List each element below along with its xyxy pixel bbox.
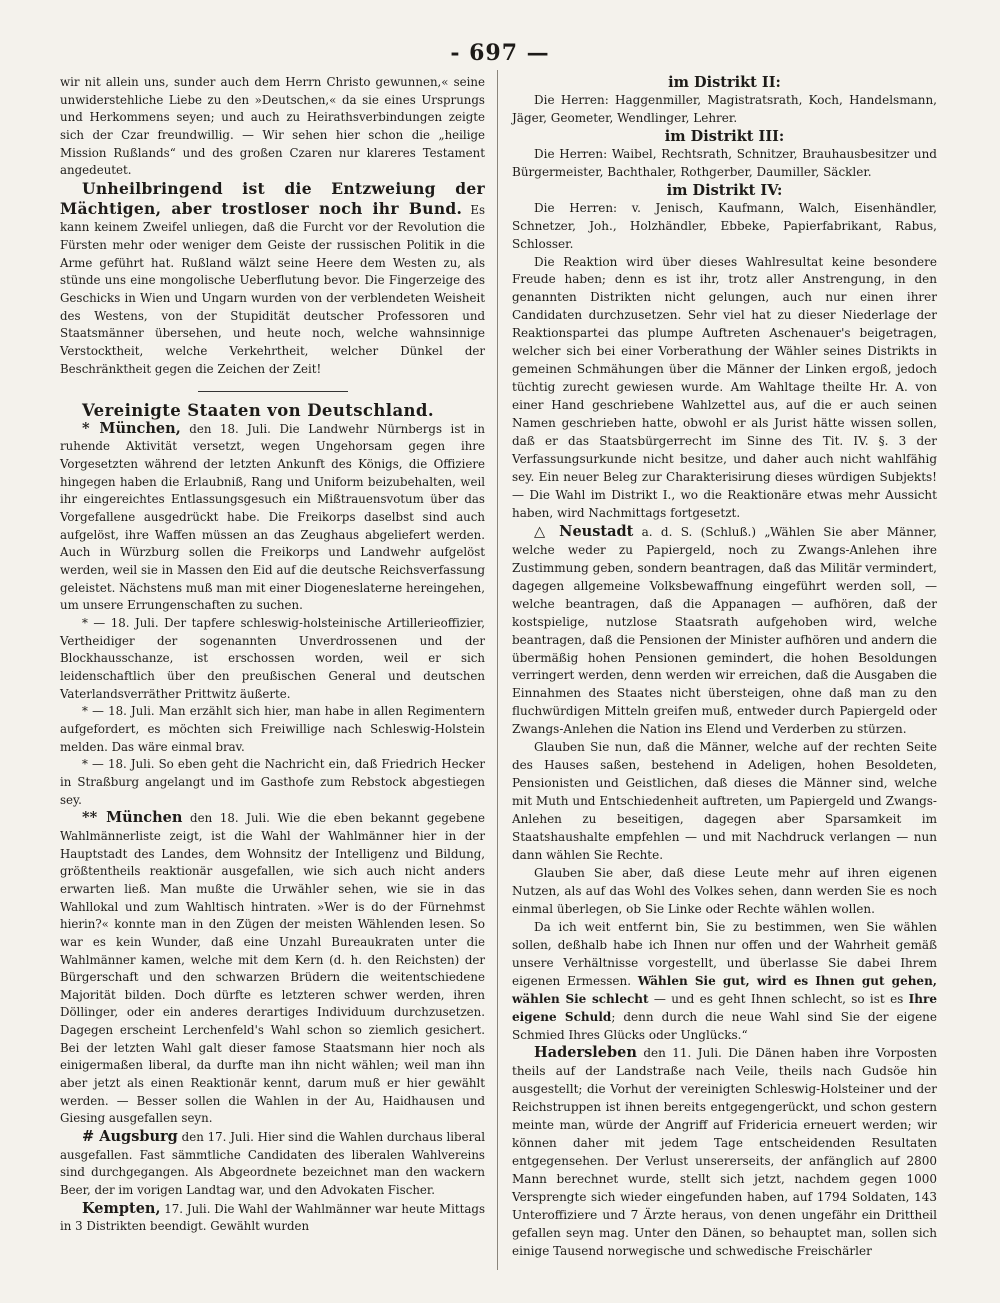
column-divider xyxy=(497,70,498,1270)
article-muenchen-4: * — 18. Juli. So eben geht die Nachricht ein, daß Friedrich Hecker in Straßburg angelangt und im Gasthofe zum Rebstock abgestiegen sey. xyxy=(60,757,485,807)
paragraph-lead: Unheilbringend ist die Entzweiung der Mächtigen, aber trostloser noch ihr Bund. xyxy=(60,178,485,218)
district-list: Die Herren: v. Jenisch, Kaufmann, Walch, Eisenhändler, Schnetzer, Joh., Holzhändler, Ebbeke, Papierfabrikant, Rabus, Schlosser. xyxy=(512,200,937,251)
dateline-place: △ Neustadt xyxy=(534,522,634,540)
section-rule xyxy=(198,391,348,392)
dateline-place: Kempten, xyxy=(82,1199,161,1217)
district-heading: im Distrikt IV: xyxy=(666,181,783,199)
emphasis: Ihre eigene Schuld xyxy=(512,991,937,1024)
paragraph-neustadt-3: Glauben Sie aber, daß diese Leute mehr auf ihren eigenen Nutzen, als auf das Wohl des Volkes sehen, dann werden Sie es noch einmal überlegen, ob Sie Linke oder Rechte wählen wollen. xyxy=(512,865,937,916)
dateline-place: ** München xyxy=(82,809,183,827)
article-muenchen-3: * — 18. Juli. Man erzählt sich hier, man habe in allen Regimentern aufgefordert, es möchten sich Freiwillige nach Schleswig-Holstein melden. Das wäre einmal brav. xyxy=(60,704,485,754)
district-heading: im Distrikt III: xyxy=(664,127,785,145)
dateline-place: Hadersleben xyxy=(534,1044,637,1062)
article-hadersleben: Hadersleben den 11. Juli. Die Dänen haben ihre Vorposten theils auf der Landstraße nach Veile, theils nach Gudsöe hin ausgestellt; die Vorhut der vereinigten Schleswig-Holsteiner und der Reichstruppen ist ihnen bereits entgegengerückt, und schon gestern meinte man, würde der Angriff auf Fridericia erneuert werden; wir können daher mit jedem Tage entscheidenden Resultaten entgegensehen. Der Verlust unsererseits, der anfänglich auf 2800 Mann berechnet wurde, stellt sich jetzt, nachdem gegen 1000 Versprengte sich wieder eingefunden haben, auf 1794 Soldaten, 143 Unteroffiziere und 7 Ärzte heraus, von denen ungefähr ein Drittheil gefallen seyn mag. Unter den Dänen, so behauptet man, sollen sich einige Tausend norwegische und schwedische Freischärler xyxy=(512,1044,937,1258)
paragraph-continued: wir nit allein uns, sunder auch dem Herrn Christo gewunnen,« seine unwiderstehliche Liebe zu den »Deutschen,« da sie eines Ursprungs und Herkommens seyen; und auch zu Heirathsverbindungen zeigte sich der Czar freundwillig. — Wir sehen hier schon die „heilige Mission Rußlands“ und des großen Czaren nur klareres Testament angedeutet. xyxy=(60,75,485,178)
article-muenchen-1: * München, den 18. Juli. Die Landwehr Nürnbergs ist in ruhende Aktivität versetzt, wegen Ungehorsam gegen ihre Vorgesetzten während der letzten Ankunft des Königs, die Offiziere hingegen haben die Erlaubniß, Rang und Uniform beizubehalten, weil ihr eingereichtes Entlassungsgesuch ein Mißtrauensvotum über das Vorgefallene ausgedrückt habe. Die Freikorps daselbst sind auch aufgelöst, ihre Waffen müssen an das Zeughaus abgeliefert werden. Auch in Würzburg sollen die Freikorps und Landwehr aufgelöst werden, weil sie in Massen den Eid auf die deutsche Reichsverfassung geleistet. Nächstens muß man mit einer Diogeneslaterne hereingehen, um unsere Errungenschaften zu suchen. xyxy=(60,419,486,613)
article-muenchen-2: * — 18. Juli. Der tapfere schleswig-holsteinische Artillerieoffizier, Vertheidiger der sogenannten Unverdrossenen und der Blockhausschanze, ist erschossen worden, weil er sich leidenschaftlich über den preußischen General und deutschen Vaterlandsverräther Prittwitz äußerte. xyxy=(60,616,485,701)
article-muenchen-5: ** München den 18. Juli. Wie die eben bekannt gegebene Wahlmännerliste zeigt, ist die Wahl der Wahlmänner hier in der Hauptstadt des Landes, dem Wohnsitz der Intelligenz und Bildung, größtentheils reaktionär ausgefallen, wie sich auch nicht anders erwarten ließ. Man mußte die Urwähler sehen, wie sie in das Wahllokal und zum Wahltisch hintraten. »Wer is do der Fürnehmst hierin?« konnte man in den Zügen der meisten Wählenden lesen. So war es kein Wunder, daß eine Unzahl Bureaukraten unter die Wahlmänner kamen, welche mit dem Kern (d. h. den Reichsten) der Bürgerschaft und den schwarzen Brüdern die weitentschiedene Majorität bilden. Doch dürfte es letzteren schwer werden, ihren Döllinger, oder ein anderes derartiges Individuum durchzusetzen. Dagegen erscheint Lerchenfeld's Wahl schon so ziemlich gesichert. Bei der letzten Wahl galt dieser famose Staatsmann hier noch als einigermaßen liberal, da durfte man ihn nicht wählen; weil man ihn aber jetzt als einen Reaktionär kennt, darum muß er hier gewählt werden. — Besser sollen die Wahlen in der Au, Haidhausen und Giesing ausgefallen seyn. xyxy=(60,809,486,1126)
paragraph-reaction: Die Reaktion wird über dieses Wahlresultat keine besondere Freude haben; denn es ist ihr, trotz aller Anstrengung, in den genannten Distrikten nicht gelungen, auch nur einen ihrer Candidaten durchzusetzen. Sehr viel hat zu dieser Niederlage der Reaktionspartei das plumpe Auftreten Aschenauer's beigetragen, welcher sich bei einer Vorberathung der Wähler seines Distrikts in gemeinen Schmähungen über die Männer der Linken ergoß, jedoch tüchtig zurecht gewiesen wurde. Am Wahltage theilte Hr. A. von einer Hand geschriebene Wahlzettel aus, auf die er auch seinen Namen geschrieben hatte, obwohl er als Jurist hätte wissen sollen, daß er das Staatsbürgerrecht im Sinne des Tit. IV. §. 3 der Verfassungsurkunde nicht besitze, und daher auch nicht wahlfähig sey. Ein neuer Beleg zur Charakterisirung dieses würdigen Subjekts! — Die Wahl im Distrikt I., wo die Reaktionäre etwas mehr Aussicht haben, wird Nachmittags fortgesetzt. xyxy=(512,254,937,520)
emphasis: Wählen Sie gut, wird es Ihnen gut gehen, wählen Sie schlecht xyxy=(512,973,937,1006)
dateline-place: * München, xyxy=(82,419,181,437)
paragraph-neustadt-4: Da ich weit entfernt bin, Sie zu bestimmen, wen Sie wählen sollen, deßhalb habe ich Ihnen nur offen und der Wahrheit gemäß unsere Verhältnisse vorgestellt, und überlasse Sie dabei Ihrem eigenen Ermessen. Wählen Sie gut, wird es Ihnen gut gehen, wählen Sie schlecht — und es geht Ihnen schlecht, so ist es Ihre eigene Schuld; denn durch die neue Wahl sind Sie der eigene Schmied Ihres Glücks oder Unglücks.“ xyxy=(512,919,937,1042)
paragraph-alliance: Unheilbringend ist die Entzweiung der Mächtigen, aber trostloser noch ihr Bund. Es kann keinem Zweifel unliegen, daß die Furcht vor der Revolution die Fürsten mehr oder weniger dem Geiste der russischen Politik in die Arme geführt hat. Rußland wälzt seine Heere dem Westen zu, als stünde uns eine mongolische Ueberflutung bevor. Die Fingerzeige des Geschicks in Wien und Ungarn wurden von der verblendeten Weisheit des Westens, von der Stupidität deutscher Professoren und Staatsmänner übersehen, und heute noch, welche wahnsinnige Verstocktheit, welche Verkehrtheit, welcher Dünkel der Beschränktheit gegen die Zeichen der Zeit! xyxy=(60,178,485,376)
article-neustadt: △ Neustadt a. d. S. (Schluß.) „Wählen Sie aber Männer, welche weder zu Papiergeld, noch zu Zwangs-Anlehen ihre Zustimmung geben, sondern beantragen, daß das Militär vermindert, dagegen allgemeine Volksbewaffnung eingeführt werden soll, — welche beantragen, daß die Appanagen — aufhören, daß der kostspielige, nutzlose Staatsrath aufgehoben wird, welche beantragen, daß die Pensionen der Minister aufhören und andern die übermäßig hohen Pensionen gemindert, die hohen Besoldungen verringert werden, denn werden wir erreichen, daß die Ausgaben die Einnahmen des Staates nicht übersteigen, ohne daß man zu den fluchwürdigen Mitteln greifen muß, entweder durch Papiergeld oder Zwangs-Anlehen die Nation ins Elend und Verderben zu stürzen. xyxy=(512,522,937,737)
dateline-place: # Augsburg xyxy=(82,1128,178,1146)
district-heading: im Distrikt II: xyxy=(668,74,781,91)
article-kempten: Kempten, 17. Juli. Die Wahl der Wahlmänner war heute Mittags in 3 Distrikten beendigt. Gewählt wurden xyxy=(60,1199,485,1234)
paragraph-neustadt-2: Glauben Sie nun, daß die Männer, welche auf der rechten Seite des Hauses saßen, bestehend in Adeligen, hohen Besoldeten, Pensionisten und Geistlichen, daß dieses die Männer sind, welche mit Muth und Entschiedenheit auftreten, um Papiergeld und Zwangs-Anlehen zu beseitigen, dagegen aber Sparsamkeit im Staatshaushalte empfehlen — und mit Nachdruck verlangen — nun dann wählen Sie Rechte. xyxy=(512,740,937,862)
section-heading: Vereinigte Staaten von Deutschland. xyxy=(82,401,435,421)
district-list: Die Herren: Waibel, Rechtsrath, Schnitzer, Brauhausbesitzer und Bürgermeister, Bachthaler, Rothgerber, Daumiller, Säckler. xyxy=(512,146,937,179)
left-column xyxy=(60,74,485,1236)
page-number: - 697 — xyxy=(450,40,550,66)
right-column xyxy=(512,74,937,1261)
district-list: Die Herren: Haggenmiller, Magistratsrath, Koch, Handelsmann, Jäger, Geometer, Wendlinger, Lehrer. xyxy=(512,92,937,125)
article-augsburg: # Augsburg den 17. Juli. Hier sind die Wahlen durchaus liberal ausgefallen. Fast sämmtliche Candidaten des liberalen Wahlvereins sind durchgegangen. Als Abgeordnete bezeichnet man den wackern Beer, der im vorigen Landtag war, und den Advokaten Fischer. xyxy=(60,1128,486,1198)
